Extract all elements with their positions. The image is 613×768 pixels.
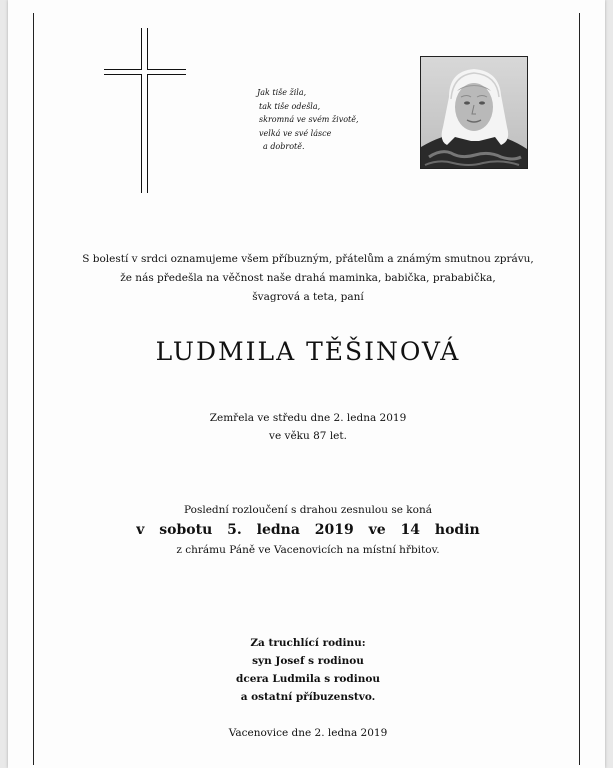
poem <box>257 86 407 154</box>
announcement-text <box>48 250 568 307</box>
poem-line: skromná ve svém životě, <box>259 115 359 124</box>
place-and-date: Vacenovice dne 2. ledna 2019 <box>228 727 388 739</box>
funeral-info <box>48 501 568 559</box>
announcement-line: že nás předešla na věčnost naše drahá maminka, babička, prababička, <box>120 272 496 284</box>
age-line: ve věku 87 let. <box>269 430 347 442</box>
mourners-line: Za truchlící rodinu: <box>250 637 366 649</box>
mourners-line: dcera Ludmila s rodinou <box>235 673 381 685</box>
mourners-list <box>48 634 568 706</box>
poem-line: tak tiše odešla, <box>259 101 321 111</box>
death-info <box>48 409 568 445</box>
cross-icon <box>104 28 186 193</box>
mourners-line: syn Josef s rodinou <box>252 655 364 667</box>
deceased-name: LUDMILA TĚŠINOVÁ <box>155 337 461 366</box>
death-date-line: Zemřela ve středu dne 2. ledna 2019 <box>209 412 407 424</box>
announcement-line: švagrová a teta, paní <box>252 291 364 303</box>
portrait-image <box>421 57 527 168</box>
funeral-place-line: z chrámu Páně ve Vacenovicích na místní hřbitov. <box>176 544 440 556</box>
funeral-date-line: v sobotu 5. ledna 2019 ve 14 hodin <box>136 522 480 538</box>
funeral-intro-line: Poslední rozloučení s drahou zesnulou se koná <box>184 504 432 516</box>
announcement-line: S bolestí v srdci oznamujeme všem příbuzným, přátelům a známým smutnou zprávu, <box>82 253 534 265</box>
mourners-line: a ostatní příbuzenstvo. <box>240 691 376 703</box>
obituary-page <box>8 0 605 768</box>
poem-line: velká ve své lásce <box>259 128 332 138</box>
portrait-photo <box>420 56 528 169</box>
poem-line: a dobrotě. <box>263 142 305 151</box>
poem-line: Jak tiše žila, <box>257 88 307 97</box>
